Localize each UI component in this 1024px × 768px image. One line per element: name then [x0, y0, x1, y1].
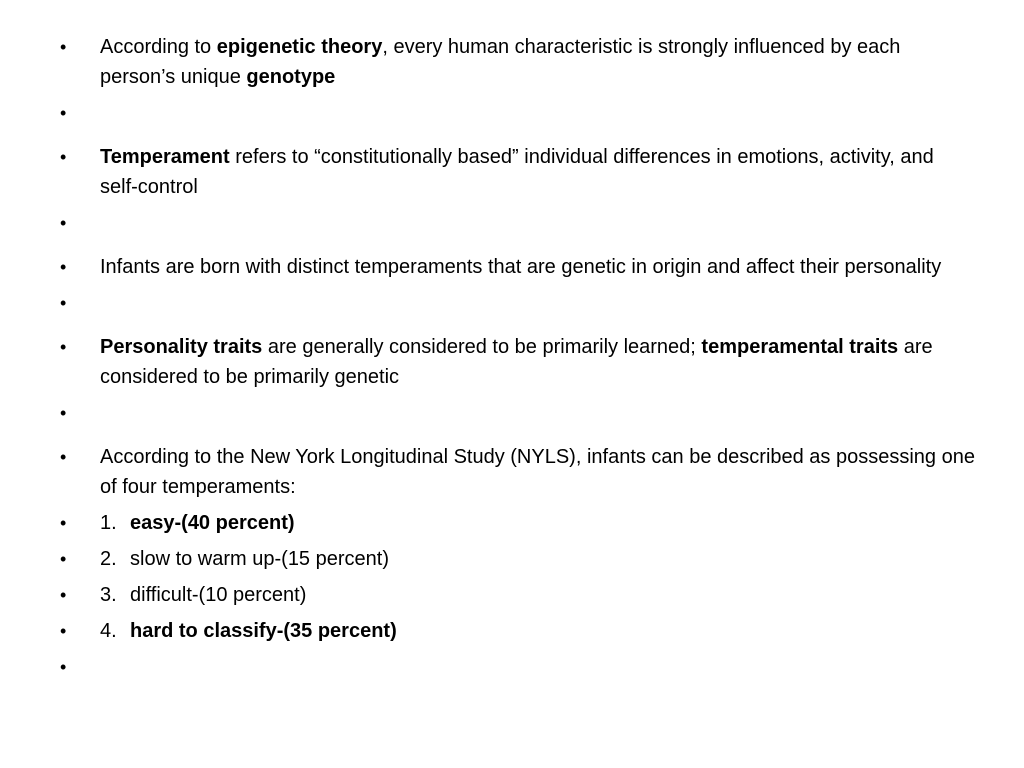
bullet-dot: •	[60, 37, 67, 57]
bullet-empty	[56, 288, 976, 318]
bullet-text: are generally considered to be primarily learned;	[262, 336, 702, 358]
item-number: 4.	[100, 620, 117, 642]
bullet-temperament-difficult	[56, 580, 976, 610]
item-text: hard to classify-(35 percent)	[130, 620, 397, 642]
item-number: 3.	[100, 584, 117, 606]
bullet-text-bold: Personality traits	[100, 336, 263, 358]
bullet-temperament	[56, 142, 976, 202]
bullet-text-bold: epigenetic theory	[216, 36, 383, 58]
bullet-list	[56, 32, 976, 696]
bullet-text-bold: Temperament	[100, 146, 230, 168]
bullet-epigenetic-theory	[56, 32, 976, 92]
bullet-personality-traits	[56, 332, 976, 392]
bullet-text: According to the New York Longitudinal Study (NYLS), infants can be described as possessing one of four temperaments:	[100, 446, 975, 498]
bullet-text-bold: genotype	[246, 66, 336, 88]
bullet-dot: •	[60, 513, 67, 533]
bullet-empty	[56, 398, 976, 428]
bullet-dot: •	[60, 621, 67, 641]
bullet-text-bold: temperamental traits	[701, 336, 899, 358]
bullet-text: , every human characteristic is strongly influenced by each person’s unique	[100, 36, 901, 88]
item-number: 1.	[100, 512, 117, 534]
bullet-dot: •	[60, 549, 67, 569]
bullet-dot: •	[60, 103, 67, 123]
bullet-dot: •	[60, 585, 67, 605]
bullet-dot: •	[60, 257, 67, 277]
item-number: 2.	[100, 548, 117, 570]
bullet-empty	[56, 652, 976, 682]
item-text: easy-(40 percent)	[130, 512, 295, 534]
bullet-dot: •	[60, 447, 67, 467]
bullet-text: refers to “constitutionally based” individual differences in emotions, activity, and self-control	[100, 146, 934, 198]
bullet-temperament-hard	[56, 616, 976, 646]
bullet-dot: •	[60, 293, 67, 313]
bullet-dot: •	[60, 657, 67, 677]
item-text: slow to warm up-(15 percent)	[130, 548, 389, 570]
bullet-dot: •	[60, 147, 67, 167]
bullet-dot: •	[60, 337, 67, 357]
bullet-nyls	[56, 442, 976, 502]
bullet-empty	[56, 208, 976, 238]
bullet-temperament-easy	[56, 508, 976, 538]
item-text: difficult-(10 percent)	[130, 584, 307, 606]
bullet-infants-born	[56, 252, 976, 282]
bullet-temperament-slow	[56, 544, 976, 574]
bullet-empty	[56, 98, 976, 128]
bullet-text: are considered to be primarily genetic	[100, 336, 933, 388]
bullet-text: Infants are born with distinct temperaments that are genetic in origin and affect their personality	[100, 256, 942, 278]
bullet-dot: •	[60, 403, 67, 423]
bullet-text: According to	[100, 36, 217, 58]
bullet-dot: •	[60, 213, 67, 233]
